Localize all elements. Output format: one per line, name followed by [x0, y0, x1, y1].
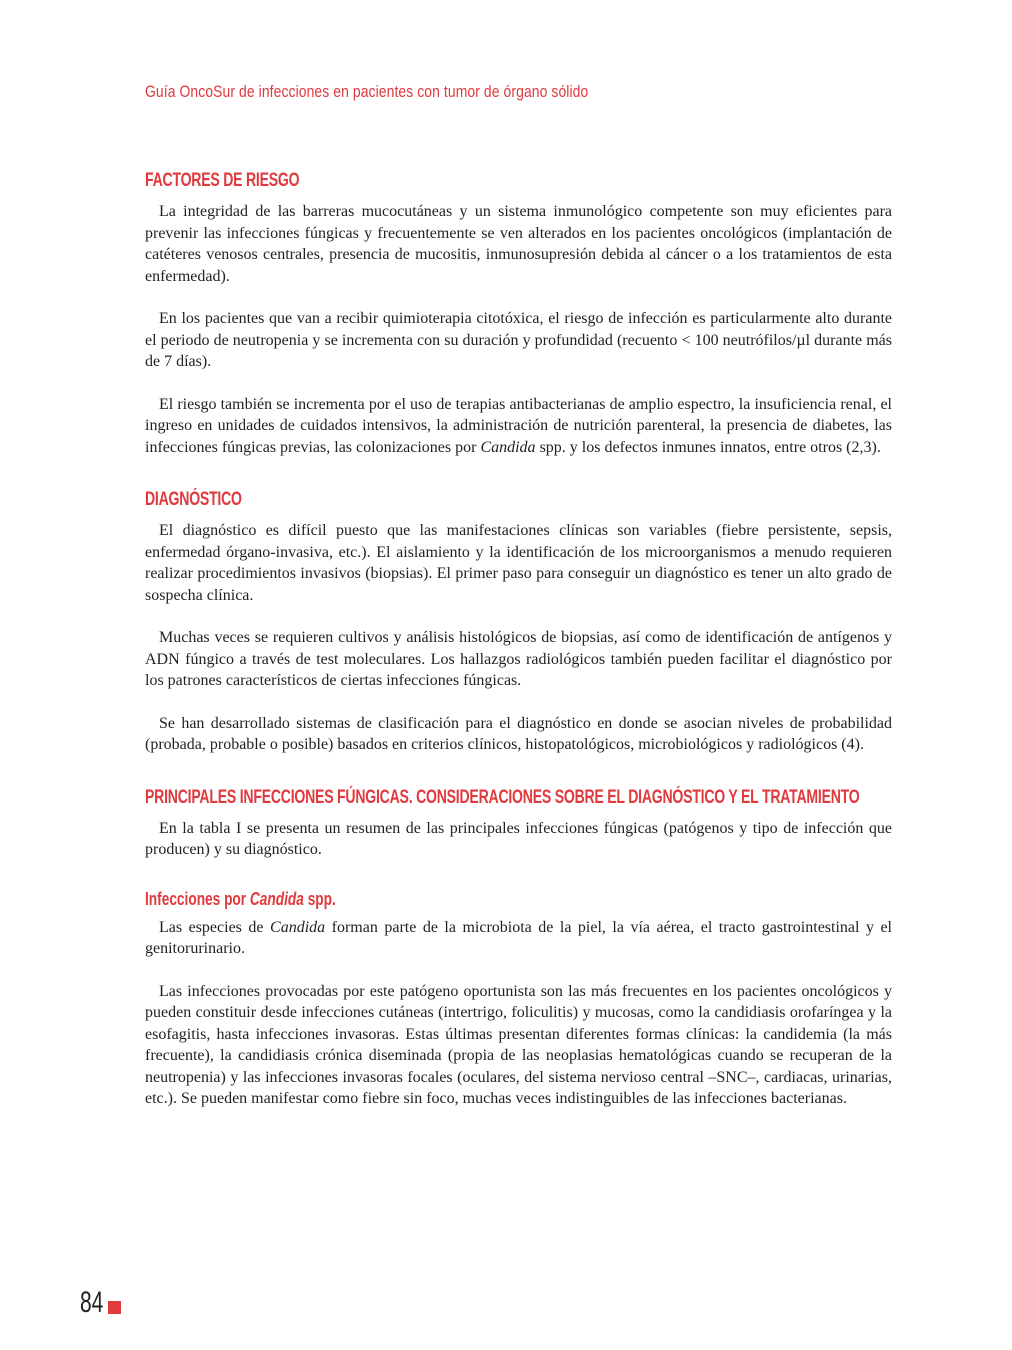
section-title-main-infections: PRINCIPALES INFECCIONES FÚNGICAS. CONSIDERACIONES SOBRE EL DIAGNÓSTICO Y EL TRATAMIENTO — [145, 786, 860, 808]
paragraph: El diagnóstico es difícil puesto que las manifestaciones clínicas son variables (fiebre persistente, sepsis, enfermedad órgano-invasiva, etc.). El aislamiento y la identificación de los microorganismos a menudo requieren realizar procedimientos invasivos (biopsias). El primer paso para conseguir un diagnóstico es tener un alto grado de sospecha clínica. — [145, 522, 892, 604]
paragraph: Las infecciones provocadas por este patógeno oportunista son las más frecuentes en los pacientes oncológicos y pueden constituir desde infecciones cutáneas (intertrigo, foliculitis) y mucosas, como la candidiasis orofaríngea y la esofagitis, hasta infecciones invasoras. Estas últimas presentan diferentes formas clínicas: la candidemia (la más frecuente), la candidiasis crónica diseminada (propia de las neoplasias hematológicas cuando se recuperan de la neutropenia) y las infecciones invasoras focales (oculares, del sistema nervioso central –SNC–, cardiacas, urinarias, etc.). Se pueden manifestar como fiebre sin foco, muchas veces indistinguibles de las infecciones bacterianas. — [145, 982, 892, 1107]
section-title-risk-factors: FACTORES DE RIESGO — [145, 170, 300, 191]
page-folio — [80, 1286, 121, 1320]
text-run: Las especies de — [159, 918, 271, 936]
text-run: spp. y los defectos inmunes innatos, entre otros (2,3). — [535, 438, 881, 456]
section-main-infections — [145, 785, 892, 861]
page-number: 84 — [80, 1286, 104, 1319]
section-diagnosis — [145, 487, 892, 756]
text-run: spp. — [303, 888, 336, 909]
italic-term: Candida — [249, 888, 304, 909]
paragraph: En la tabla I se presenta un resumen de las principales infecciones fúngicas (patógenos y tipo de infección que producen) y su diagnóstico. — [145, 819, 892, 858]
text-run: Infecciones por — [145, 888, 250, 909]
section-risk-factors — [145, 168, 892, 458]
text-run: El riesgo también se incrementa por el uso de terapias antibacterianas de amplio espectro, la insuficiencia renal, el ingreso en unidades de cuidados intensivos, la administración de nutrición parenteral, la presencia de diabetes, las infecciones fúngicas previas, las colonizaciones por — [145, 395, 892, 456]
italic-term: Candida — [270, 918, 326, 936]
paragraph — [145, 394, 892, 459]
red-square-icon — [108, 1301, 121, 1314]
italic-term: Candida — [480, 438, 536, 456]
section-title-diagnosis: DIAGNÓSTICO — [145, 489, 242, 510]
paragraph: Se han desarrollado sistemas de clasificación para el diagnóstico en donde se asocian niveles de probabilidad (probada, probable o posible) basados en criterios clínicos, histopatológicos, microbiológicos y radiológicos (4). — [145, 714, 892, 753]
page-body — [145, 168, 892, 1132]
running-header: Guía OncoSur de infecciones en pacientes con tumor de órgano sólido — [145, 82, 589, 101]
paragraph: En los pacientes que van a recibir quimioterapia citotóxica, el riesgo de infección es particularmente alto durante el periodo de neutropenia y se incrementa con su duración y profundidad (recuento < 100 neutrófilos/µl durante más de 7 días). — [145, 310, 892, 370]
paragraph — [145, 917, 892, 960]
subsection-title-candida — [145, 887, 713, 911]
text-run: forman parte de la microbiota de la piel, la vía aérea, el tracto gastrointestinal y el genitorurinario. — [145, 918, 892, 957]
paragraph: La integridad de las barreras mucocutáneas y un sistema inmunológico competente son muy eficientes para prevenir las infecciones fúngicas y frecuentemente se ven alterados en los pacientes oncológicos (implantación de catéteres venosos centrales, presencia de mucositis, inmunosupresión debida al cáncer o a los tratamientos de esta enfermedad). — [145, 203, 892, 285]
paragraph: Muchas veces se requieren cultivos y análisis histológicos de biopsias, así como de identificación de antígenos y ADN fúngico a través de test moleculares. Los hallazgos radiológicos también pueden facilitar el diagnóstico por los patrones característicos de ciertas infecciones fúngicas. — [145, 629, 892, 689]
subsection-candida — [145, 887, 892, 1110]
